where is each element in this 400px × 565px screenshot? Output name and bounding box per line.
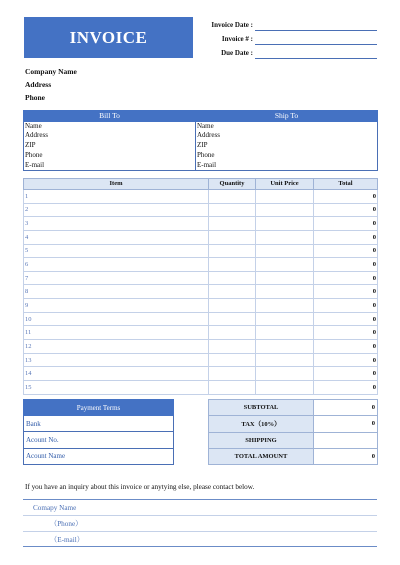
account-name-field[interactable]: Acount Name xyxy=(24,448,174,464)
company-name-label: Company Name xyxy=(25,67,77,76)
bill-to-phone[interactable]: Phone xyxy=(24,151,196,161)
contact-email: （E-mail） xyxy=(50,536,84,544)
total-cell: 0 xyxy=(314,217,378,231)
table-row xyxy=(24,340,378,354)
company-address-label: Address xyxy=(25,80,52,89)
total-cell: 0 xyxy=(314,230,378,244)
tax-label: TAX（10%） xyxy=(209,416,314,432)
total-cell: 0 xyxy=(314,258,378,272)
total-cell: 0 xyxy=(314,299,378,313)
item-cell[interactable]: 5 xyxy=(24,244,209,258)
quantity-cell[interactable] xyxy=(209,340,256,354)
total-cell: 0 xyxy=(314,312,378,326)
item-cell[interactable]: 10 xyxy=(24,312,209,326)
quantity-cell[interactable] xyxy=(209,271,256,285)
quantity-cell[interactable] xyxy=(209,244,256,258)
ship-to-phone[interactable]: Phone xyxy=(196,151,378,161)
bill-to-zip[interactable]: ZIP xyxy=(24,141,196,151)
total-cell: 0 xyxy=(314,380,378,394)
ship-to-address[interactable]: Address xyxy=(196,131,378,141)
quantity-cell[interactable] xyxy=(209,380,256,394)
payment-terms-header: Payment Terms xyxy=(24,400,174,416)
total-cell: 0 xyxy=(314,271,378,285)
unit-price-cell[interactable] xyxy=(256,353,314,367)
inquiry-text: If you have an inquiry about this invoice or anytying else, please contact below. xyxy=(25,483,255,491)
invoice-number-field[interactable] xyxy=(255,34,377,45)
bill-to-email[interactable]: E-mail xyxy=(24,161,196,171)
divider-top xyxy=(23,499,377,500)
items-table xyxy=(23,178,378,395)
unit-price-cell[interactable] xyxy=(256,230,314,244)
item-header: Item xyxy=(24,179,209,190)
table-row xyxy=(24,353,378,367)
item-cell[interactable]: 2 xyxy=(24,203,209,217)
total-amount-value: 0 xyxy=(314,448,378,464)
subtotal-label: SUBTOTAL xyxy=(209,400,314,416)
total-cell: 0 xyxy=(314,244,378,258)
table-row xyxy=(24,299,378,313)
ship-to-name[interactable]: Name xyxy=(196,122,378,132)
invoice-title: INVOICE xyxy=(24,17,193,58)
ship-to-zip[interactable]: ZIP xyxy=(196,141,378,151)
quantity-cell[interactable] xyxy=(209,217,256,231)
due-date-label: Due Date : xyxy=(221,49,253,57)
item-cell[interactable]: 9 xyxy=(24,299,209,313)
item-cell[interactable]: 8 xyxy=(24,285,209,299)
invoice-number-label: Invoice # : xyxy=(221,35,253,43)
unit-price-cell[interactable] xyxy=(256,190,314,204)
company-phone-label: Phone xyxy=(25,93,46,102)
bank-field[interactable]: Bank xyxy=(24,416,174,432)
item-cell[interactable]: 15 xyxy=(24,380,209,394)
table-row xyxy=(24,244,378,258)
unit-price-cell[interactable] xyxy=(256,340,314,354)
tax-value: 0 xyxy=(314,416,378,432)
table-row xyxy=(24,285,378,299)
bill-to-name[interactable]: Name xyxy=(24,122,196,132)
shipping-label: SHIPPING xyxy=(209,432,314,448)
unit-price-cell[interactable] xyxy=(256,380,314,394)
total-cell: 0 xyxy=(314,285,378,299)
item-cell[interactable]: 14 xyxy=(24,367,209,381)
quantity-cell[interactable] xyxy=(209,326,256,340)
unit-price-cell[interactable] xyxy=(256,244,314,258)
quantity-cell[interactable] xyxy=(209,258,256,272)
item-cell[interactable]: 1 xyxy=(24,190,209,204)
quantity-cell[interactable] xyxy=(209,190,256,204)
unit-price-cell[interactable] xyxy=(256,367,314,381)
table-row xyxy=(24,190,378,204)
quantity-cell[interactable] xyxy=(209,230,256,244)
ship-to-header: Ship To xyxy=(196,111,378,122)
unit-price-cell[interactable] xyxy=(256,217,314,231)
unit-price-header: Unit Price xyxy=(256,179,314,190)
subtotal-value: 0 xyxy=(314,400,378,416)
item-cell[interactable]: 3 xyxy=(24,217,209,231)
unit-price-cell[interactable] xyxy=(256,271,314,285)
unit-price-cell[interactable] xyxy=(256,285,314,299)
invoice-date-field[interactable] xyxy=(255,20,377,31)
account-number-field[interactable]: Acount No. xyxy=(24,432,174,448)
quantity-cell[interactable] xyxy=(209,285,256,299)
quantity-cell[interactable] xyxy=(209,312,256,326)
table-row xyxy=(24,217,378,231)
total-header: Total xyxy=(314,179,378,190)
divider-1 xyxy=(23,515,377,516)
address-table xyxy=(23,110,378,171)
bill-to-header: Bill To xyxy=(24,111,196,122)
total-cell: 0 xyxy=(314,340,378,354)
total-cell: 0 xyxy=(314,203,378,217)
ship-to-email[interactable]: E-mail xyxy=(196,161,378,171)
total-cell: 0 xyxy=(314,353,378,367)
quantity-cell[interactable] xyxy=(209,353,256,367)
contact-company: Comapy Name xyxy=(33,504,77,512)
quantity-cell[interactable] xyxy=(209,367,256,381)
shipping-value[interactable] xyxy=(314,432,378,448)
item-cell[interactable]: 13 xyxy=(24,353,209,367)
total-amount-label: TOTAL AMOUNT xyxy=(209,448,314,464)
contact-phone: （Phone） xyxy=(50,520,83,528)
table-row xyxy=(24,326,378,340)
divider-2 xyxy=(23,531,377,532)
total-cell: 0 xyxy=(314,326,378,340)
payment-terms-table xyxy=(23,399,174,465)
unit-price-cell[interactable] xyxy=(256,312,314,326)
table-row xyxy=(24,203,378,217)
invoice-date-label: Invoice Date : xyxy=(211,21,253,29)
total-cell: 0 xyxy=(314,190,378,204)
due-date-field[interactable] xyxy=(255,48,377,59)
item-cell[interactable]: 4 xyxy=(24,230,209,244)
bill-to-address[interactable]: Address xyxy=(24,131,196,141)
table-row xyxy=(24,230,378,244)
totals-table xyxy=(208,399,378,465)
unit-price-cell[interactable] xyxy=(256,326,314,340)
unit-price-cell[interactable] xyxy=(256,258,314,272)
item-cell[interactable]: 11 xyxy=(24,326,209,340)
quantity-cell[interactable] xyxy=(209,203,256,217)
unit-price-cell[interactable] xyxy=(256,299,314,313)
table-row xyxy=(24,380,378,394)
item-cell[interactable]: 6 xyxy=(24,258,209,272)
table-row xyxy=(24,367,378,381)
unit-price-cell[interactable] xyxy=(256,203,314,217)
quantity-header: Quantity xyxy=(209,179,256,190)
divider-bottom xyxy=(23,546,377,547)
table-row xyxy=(24,271,378,285)
table-row xyxy=(24,258,378,272)
item-cell[interactable]: 12 xyxy=(24,340,209,354)
quantity-cell[interactable] xyxy=(209,299,256,313)
table-row xyxy=(24,312,378,326)
total-cell: 0 xyxy=(314,367,378,381)
item-cell[interactable]: 7 xyxy=(24,271,209,285)
